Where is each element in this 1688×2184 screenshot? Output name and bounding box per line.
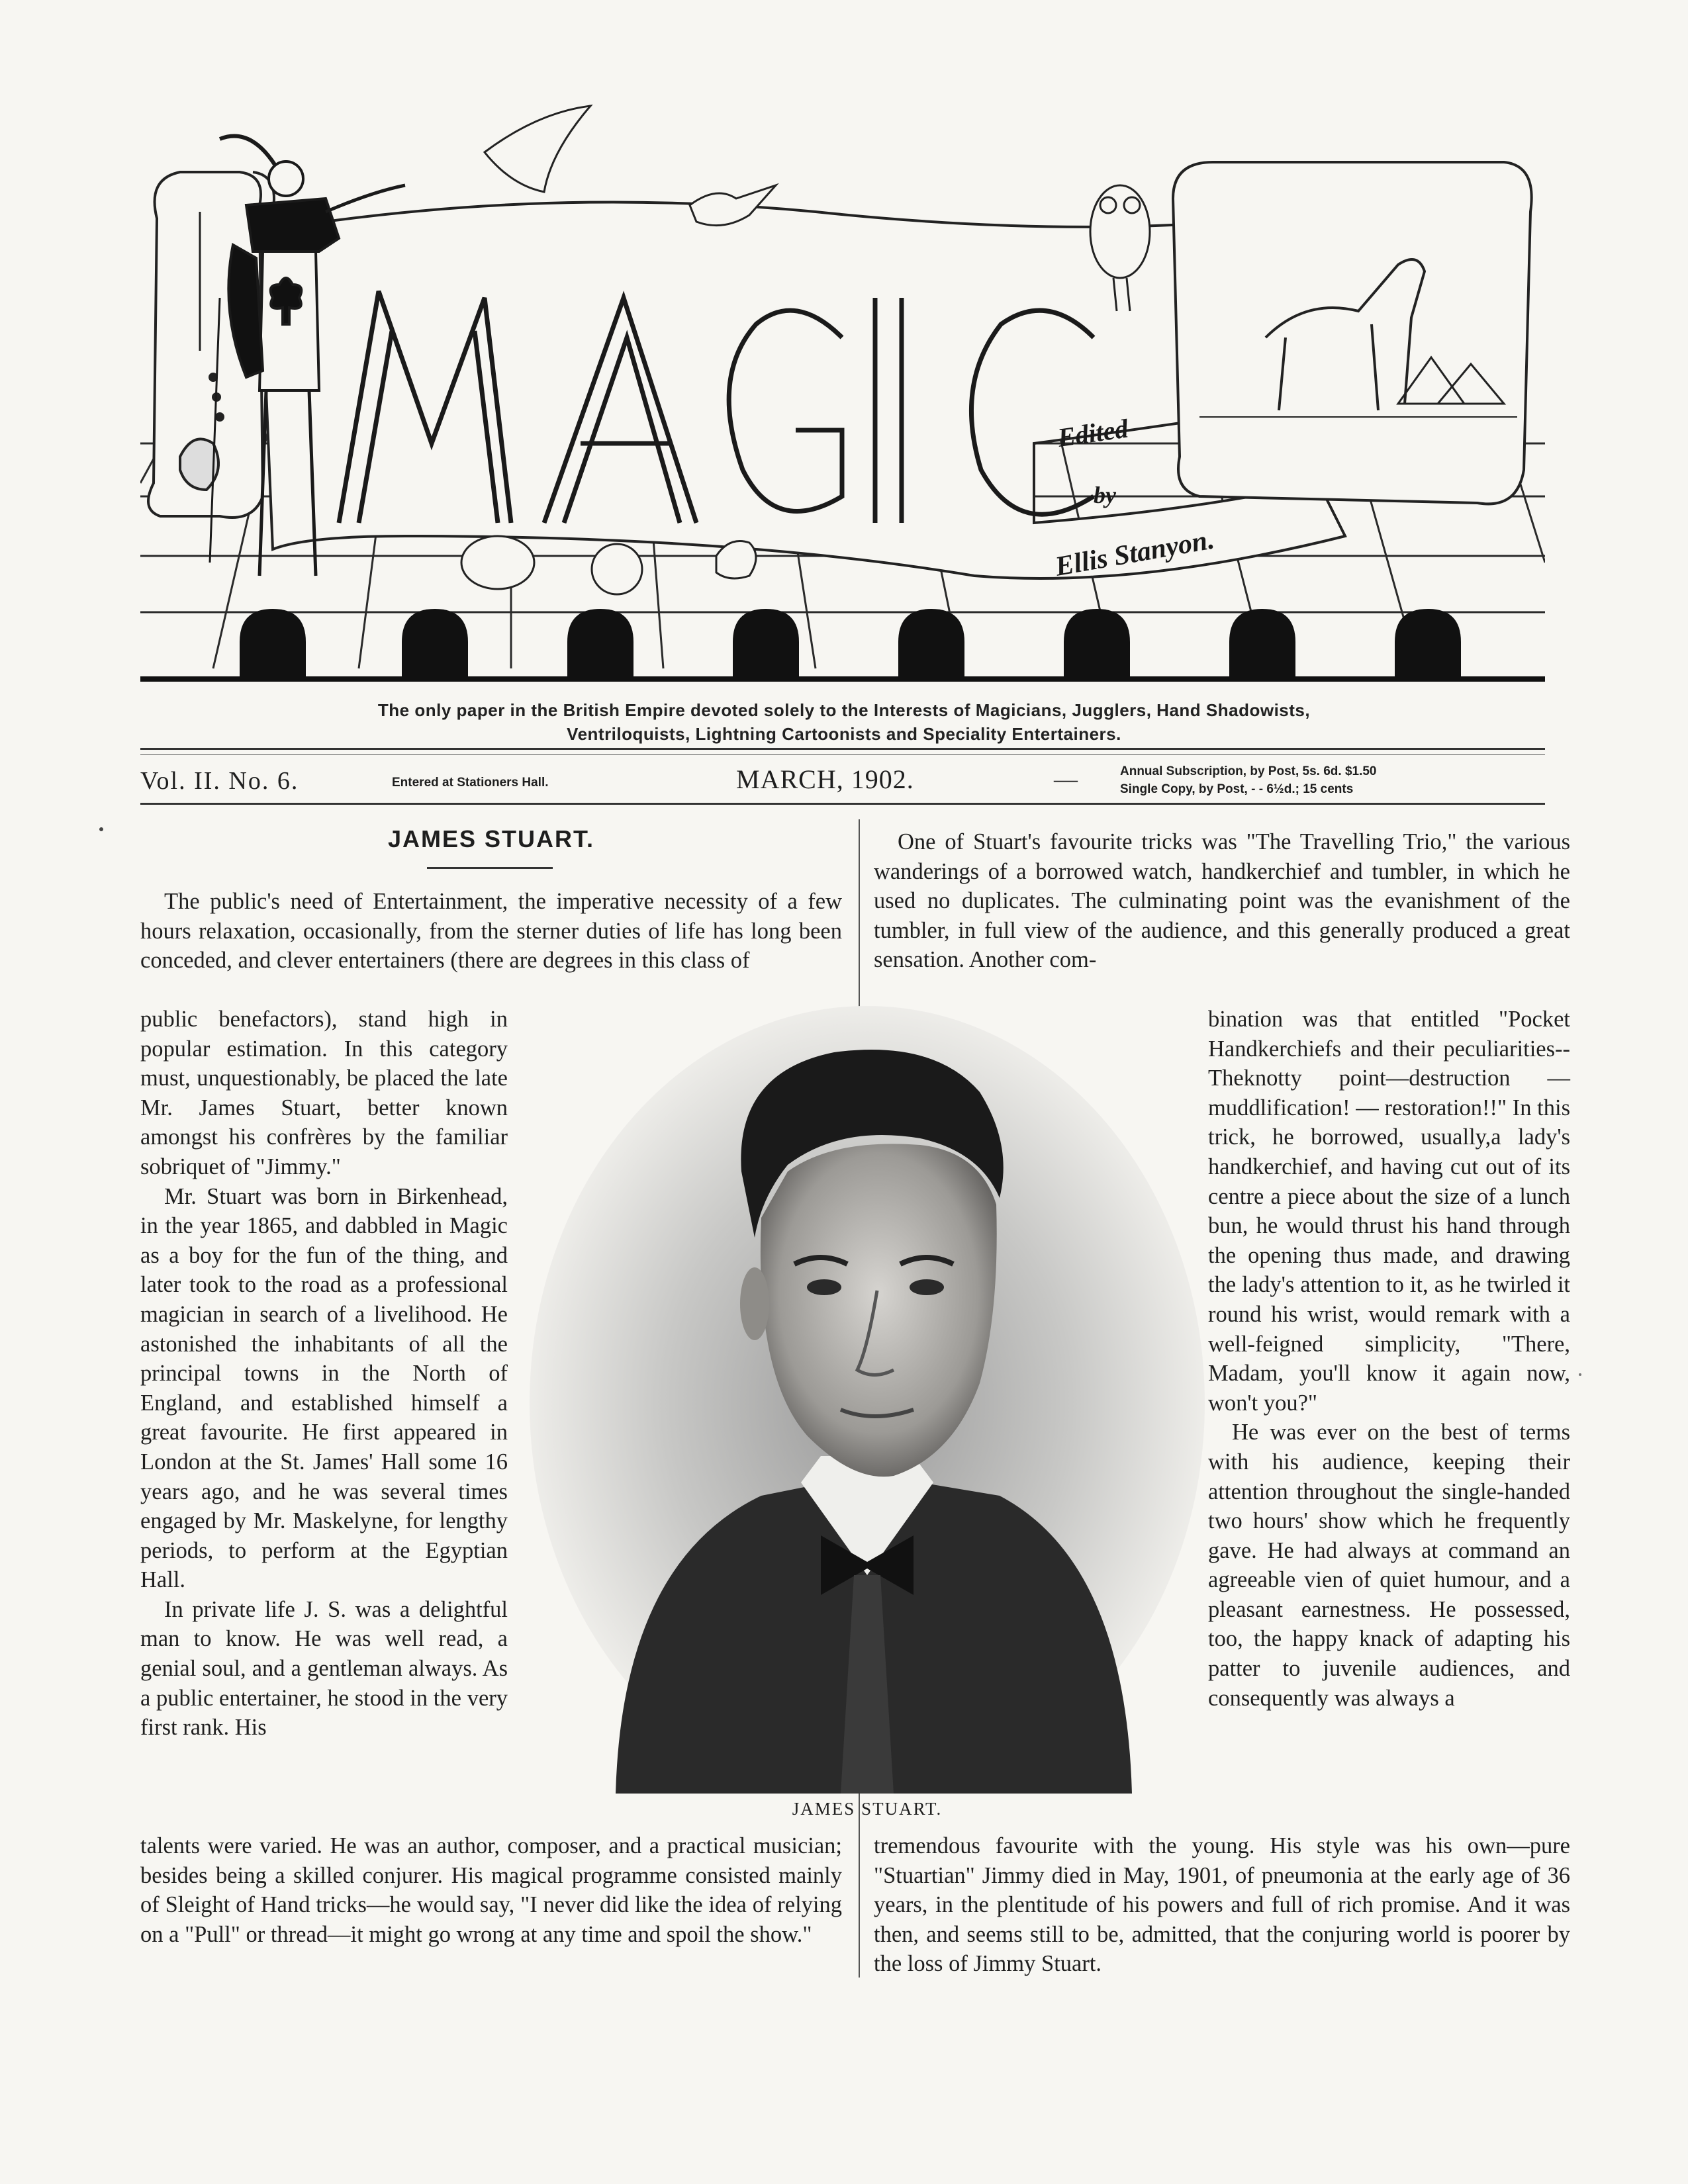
- by-label: by: [1094, 482, 1116, 508]
- headline-rule: [427, 867, 553, 869]
- portrait-image: [523, 979, 1211, 1794]
- issue-info-row: [140, 761, 1545, 801]
- paragraph: Mr. Stuart was born in Birkenhead, in the year 1865, and dabbled in Magic as a boy for the fun of the thing, and later took to the road as a professional magician in search of a livelihood. He astonished the inhabitants of all the principal towns in the North of England, and established himself a great favourite. He first appeared in London at the St. James' Hall some 16 years ago, and he was several times engaged by Mr. Maskelyne, for lengthy periods, to perform at the Egyptian Hall.: [140, 1183, 508, 1593]
- right-column-bottom: [874, 1831, 1570, 1979]
- paragraph: talents were varied. He was an author, composer, and a practical musician; besides being a skilled conjurer. His magical programme consisted mainly of Sleight of Hand tricks—he would say, "I never did like the idea of relying on a "Pull" or thread—it might go wrong at any time and spoil the show.": [140, 1833, 842, 1947]
- left-column-intro: [140, 887, 842, 976]
- paragraph: He was ever on the best of terms with his audience, keeping their attention throughout the single-handed two hours' show which he frequently gave. He had always at command an agreeable vien of quiet humour, and a pleasant earnestness. He possessed, too, the happy knack of adapting his patter to juvenile audiences, and consequently was always a: [1208, 1420, 1570, 1711]
- tagline-line-1: The only paper in the British Empire devoted solely to the Interests of Magicians, Jugglers, Hand Shadowists,: [377, 700, 1311, 720]
- footlights: [140, 609, 1545, 682]
- paragraph: tremendous favourite with the young. His style was his own—pure "Stuartian" Jimmy died in May, 1901, of pneumonia at the early age of 36 years, in the plentitude of his powers and full of rich promise. And it was then, and seems still to be, admitted, that the conjuring world is poorer by the loss of Jimmy Stuart.: [874, 1833, 1570, 1977]
- editor-name: Ellis Stanyon.: [1053, 524, 1217, 582]
- masthead-illustration: [140, 99, 1545, 682]
- header-rule-top: [140, 748, 1545, 750]
- subscription-single: Single Copy, by Post, - - 6½d.; 15 cents: [1120, 782, 1354, 796]
- header-rule-bottom: [140, 803, 1545, 805]
- masthead-artwork: [140, 99, 1545, 682]
- paragraph: One of Stuart's favourite tricks was "The Travelling Trio," the various wanderings of a borrowed watch, handkerchief and tumbler, in which he used no duplicates. The culminating point was the evanishment of the tumbler, in full view of the audience, and this generally produced a great sensation. Another com-: [874, 829, 1570, 973]
- right-column-intro: [874, 827, 1570, 975]
- paragraph: bination was that entitled "Pocket Handkerchiefs and their peculiarities--Theknotty point—destruction — muddlification! — restoration!!" In this trick, he borrowed, usually,a lady's handkerchief, and having cut out of its centre a piece about the size of a lunch bun, he would thrust his hand through the opening thus made, and drawing the lady's attention to it, as he twirled it round his wrist, would remark with a well-feigned simplicity, "There, Madam, you'll know it again now, won't you?": [1208, 1007, 1570, 1416]
- portrait-photo: [523, 979, 1211, 1794]
- tagline: [106, 698, 1582, 746]
- desert-scroll: [1173, 162, 1532, 504]
- volume-number: Vol. II. No. 6.: [140, 767, 299, 795]
- page-speck: [99, 827, 103, 831]
- left-column-narrow: [140, 1005, 508, 1743]
- right-column-narrow: [1208, 1005, 1570, 1713]
- issue-dash: —: [1054, 766, 1078, 792]
- page-speck-2: [1579, 1373, 1581, 1376]
- cornucopia: [485, 106, 590, 192]
- tagline-line-2: Ventriloquists, Lightning Cartoonists and Speciality Entertainers.: [567, 724, 1121, 744]
- article-headline: JAMES STUART.: [387, 825, 595, 852]
- paragraph: The public's need of Entertainment, the imperative necessity of a few hours relaxation, occasionally, from the sterner duties of life has long been conceded, and clever entertainers (there are degrees in this class of: [140, 889, 842, 974]
- edited-label: Edited: [1055, 413, 1130, 453]
- portrait-caption: JAMES STUART.: [792, 1799, 943, 1819]
- entered-notice: Entered at Stationers Hall.: [392, 776, 549, 790]
- subscription-annual: Annual Subscription, by Post, 5s. 6d. $1.50: [1120, 764, 1377, 778]
- subscription-info: [1120, 762, 1377, 798]
- paragraph: public benefactors), stand high in popular estimation. In this category must, unquestionably, be placed the late Mr. James Stuart, better known amongst his confrères by the familiar sobriquet of "Jimmy.": [140, 1007, 508, 1179]
- paragraph: In private life J. S. was a delightful man to know. He was well read, a genial soul, and a gentleman always. As a public entertainer, he stood in the very first rank. His: [140, 1596, 508, 1741]
- header-rule-top-thin: [140, 754, 1545, 755]
- issue-date: MARCH, 1902.: [736, 764, 914, 794]
- left-column-bottom: [140, 1831, 842, 1949]
